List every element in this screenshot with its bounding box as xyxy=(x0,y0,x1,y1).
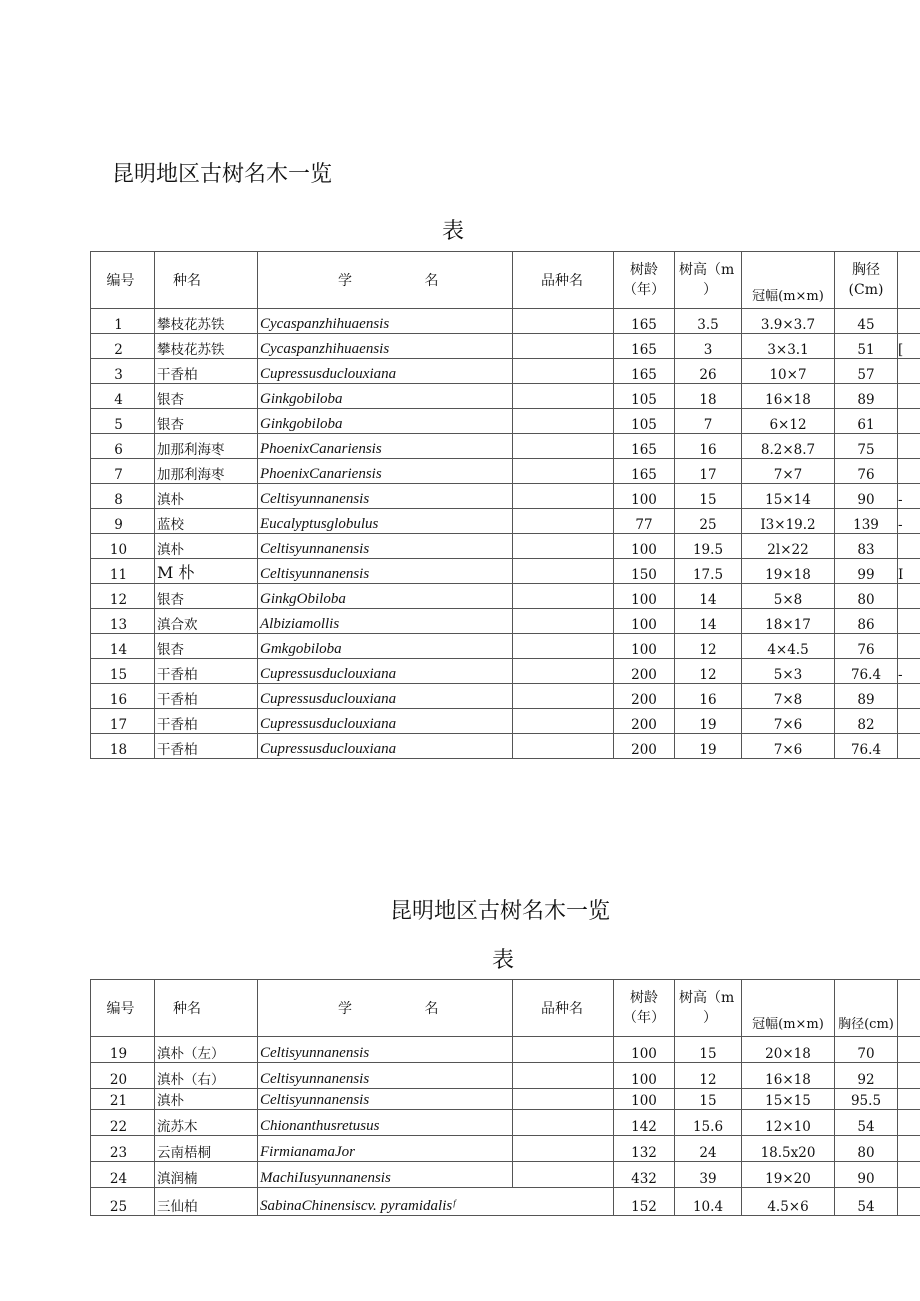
cell-scientific-name: PhoenixCanariensis xyxy=(258,459,513,484)
cell-no: 2 xyxy=(91,334,155,359)
header-extra xyxy=(898,980,920,1037)
cell-height: 3 xyxy=(675,334,742,359)
cell-crown: 3×3.1 xyxy=(742,334,835,359)
cell-height: 12 xyxy=(675,1063,742,1089)
cell-age: 100 xyxy=(614,1037,675,1063)
cell-scientific-name: Cupressusduclouxiana xyxy=(258,734,513,759)
cell-no: 6 xyxy=(91,434,155,459)
table-row xyxy=(91,559,920,584)
cell-variety xyxy=(513,309,614,334)
cell-variety xyxy=(513,709,614,734)
cell-crown: 19×20 xyxy=(742,1162,835,1188)
cell-no: 24 xyxy=(91,1162,155,1188)
cell-scientific-name: Celtisyunnanensis xyxy=(258,484,513,509)
cell-variety xyxy=(513,459,614,484)
cell-extra xyxy=(898,459,920,484)
cell-age: 165 xyxy=(614,359,675,384)
cell-variety xyxy=(513,1063,614,1089)
cell-no: 8 xyxy=(91,484,155,509)
cell-extra xyxy=(898,434,920,459)
header-sci xyxy=(258,252,513,309)
cell-scientific-name: Cupressusduclouxiana xyxy=(258,684,513,709)
cell-variety xyxy=(513,384,614,409)
header-height-a: 树高（m xyxy=(679,990,735,1006)
cell-dbh: 92 xyxy=(835,1063,898,1089)
cell-age: 165 xyxy=(614,459,675,484)
table2 xyxy=(90,979,920,1216)
cell-dbh: 51 xyxy=(835,334,898,359)
table-row xyxy=(91,459,920,484)
cell-crown: 7×7 xyxy=(742,459,835,484)
table-row xyxy=(91,334,920,359)
cell-height: 39 xyxy=(675,1162,742,1188)
cell-age: 100 xyxy=(614,1063,675,1089)
cell-crown: 15×14 xyxy=(742,484,835,509)
cell-extra: [ xyxy=(898,334,920,359)
cell-crown: 4.5×6 xyxy=(742,1188,835,1216)
cell-scientific-name: PhoenixCanariensis xyxy=(258,434,513,459)
cell-height: 18 xyxy=(675,384,742,409)
header-crown: 冠幅(m×m) xyxy=(742,252,835,309)
cell-crown: 7×6 xyxy=(742,734,835,759)
cell-age: 432 xyxy=(614,1162,675,1188)
cell-height: 16 xyxy=(675,434,742,459)
cell-no: 11 xyxy=(91,559,155,584)
header-age-b: （年） xyxy=(623,1010,665,1026)
header-name: 种名 xyxy=(155,980,258,1037)
cell-crown: 10×7 xyxy=(742,359,835,384)
table-row xyxy=(91,384,920,409)
header-sci xyxy=(258,980,513,1037)
cell-name: 干香柏 xyxy=(155,359,258,384)
cell-age: 200 xyxy=(614,709,675,734)
cell-extra xyxy=(898,1188,920,1216)
header-age-b: （年） xyxy=(623,282,665,298)
cell-age: 105 xyxy=(614,384,675,409)
cell-age: 77 xyxy=(614,509,675,534)
cell-extra: - xyxy=(898,484,920,509)
header-extra xyxy=(898,252,920,309)
cell-scientific-name: Celtisyunnanensis xyxy=(258,1063,513,1089)
cell-age: 100 xyxy=(614,1089,675,1110)
cell-no: 10 xyxy=(91,534,155,559)
cell-name: 滇朴 xyxy=(155,484,258,509)
cell-variety xyxy=(513,434,614,459)
header-sci-b: 名 xyxy=(424,273,439,289)
cell-extra xyxy=(898,1037,920,1063)
cell-no: 3 xyxy=(91,359,155,384)
cell-name: 干香柏 xyxy=(155,734,258,759)
cell-no: 19 xyxy=(91,1037,155,1063)
cell-age: 152 xyxy=(614,1188,675,1216)
cell-crown: 16×18 xyxy=(742,1063,835,1089)
cell-age: 150 xyxy=(614,559,675,584)
cell-no: 22 xyxy=(91,1110,155,1136)
cell-height: 14 xyxy=(675,609,742,634)
cell-scientific-name: FirmianamaJor xyxy=(258,1136,513,1162)
table2-title-cont: 表 xyxy=(492,948,515,973)
cell-dbh: 82 xyxy=(835,709,898,734)
cell-extra: - xyxy=(898,659,920,684)
cell-name: 滇合欢 xyxy=(155,609,258,634)
cell-height: 16 xyxy=(675,684,742,709)
cell-extra xyxy=(898,409,920,434)
cell-variety xyxy=(513,534,614,559)
cell-dbh: 80 xyxy=(835,584,898,609)
cell-name: 攀枝花苏铁 xyxy=(155,334,258,359)
cell-age: 132 xyxy=(614,1136,675,1162)
cell-extra xyxy=(898,1089,920,1110)
cell-dbh: 76.4 xyxy=(835,659,898,684)
cell-no: 7 xyxy=(91,459,155,484)
cell-height: 24 xyxy=(675,1136,742,1162)
cell-dbh: 86 xyxy=(835,609,898,634)
cell-height: 19 xyxy=(675,709,742,734)
cell-variety xyxy=(513,659,614,684)
cell-extra: I xyxy=(898,559,920,584)
cell-dbh: 90 xyxy=(835,484,898,509)
cell-extra xyxy=(898,584,920,609)
header-crown: 冠幅(m×m) xyxy=(742,980,835,1037)
cell-height: 12 xyxy=(675,634,742,659)
table1-header-row xyxy=(91,252,920,309)
cell-crown: 16×18 xyxy=(742,384,835,409)
cell-no: 12 xyxy=(91,584,155,609)
cell-no: 15 xyxy=(91,659,155,684)
header-height-b: ） xyxy=(703,1010,717,1026)
cell-dbh: 139 xyxy=(835,509,898,534)
cell-no: 21 xyxy=(91,1089,155,1110)
cell-crown: 12×10 xyxy=(742,1110,835,1136)
cell-variety xyxy=(513,584,614,609)
cell-height: 7 xyxy=(675,409,742,434)
cell-age: 165 xyxy=(614,334,675,359)
header-height-b: ） xyxy=(703,282,717,298)
cell-name: 加那利海枣 xyxy=(155,459,258,484)
cell-height: 17 xyxy=(675,459,742,484)
cell-name: 攀枝花苏铁 xyxy=(155,309,258,334)
cell-age: 100 xyxy=(614,534,675,559)
cell-extra xyxy=(898,634,920,659)
cell-scientific-name: Celtisyunnanensis xyxy=(258,534,513,559)
cell-crown: 20×18 xyxy=(742,1037,835,1063)
header-age xyxy=(614,252,675,309)
cell-crown: 2l×22 xyxy=(742,534,835,559)
header-name: 种名 xyxy=(155,252,258,309)
cell-name: M 朴 xyxy=(155,559,258,584)
header-variety: 品种名 xyxy=(513,980,614,1037)
header-dbh: 胸径(cm) xyxy=(835,980,898,1037)
cell-age: 100 xyxy=(614,584,675,609)
cell-name: 银杏 xyxy=(155,634,258,659)
cell-age: 100 xyxy=(614,609,675,634)
table-row xyxy=(91,684,920,709)
cell-height: 19.5 xyxy=(675,534,742,559)
cell-name: 滇朴（左） xyxy=(155,1037,258,1063)
table-row xyxy=(91,509,920,534)
cell-height: 14 xyxy=(675,584,742,609)
table-row xyxy=(91,359,920,384)
table-row xyxy=(91,534,920,559)
cell-dbh: 89 xyxy=(835,384,898,409)
header-dbh xyxy=(835,252,898,309)
cell-variety xyxy=(513,484,614,509)
cell-age: 200 xyxy=(614,684,675,709)
cell-name: 云南梧桐 xyxy=(155,1136,258,1162)
cell-dbh: 76.4 xyxy=(835,734,898,759)
cell-height: 19 xyxy=(675,734,742,759)
cell-extra xyxy=(898,734,920,759)
cell-age: 100 xyxy=(614,484,675,509)
cell-crown: 7×6 xyxy=(742,709,835,734)
table-row xyxy=(91,734,920,759)
cell-extra xyxy=(898,684,920,709)
cell-scientific-name: Ginkgobiloba xyxy=(258,409,513,434)
cell-height: 3.5 xyxy=(675,309,742,334)
cell-no: 1 xyxy=(91,309,155,334)
cell-age: 165 xyxy=(614,434,675,459)
header-sci-a: 学 xyxy=(338,273,352,289)
cell-scientific-name: Cycaspanzhihuaensis xyxy=(258,309,513,334)
table1-title: 昆明地区古树名木一览 xyxy=(112,162,333,187)
cell-dbh: 83 xyxy=(835,534,898,559)
cell-extra xyxy=(898,709,920,734)
cell-crown: 18×17 xyxy=(742,609,835,634)
table-row xyxy=(91,1188,920,1216)
cell-name: 干香柏 xyxy=(155,659,258,684)
cell-name: 流苏木 xyxy=(155,1110,258,1136)
cell-height: 15 xyxy=(675,1089,742,1110)
cell-variety xyxy=(513,634,614,659)
cell-dbh: 54 xyxy=(835,1188,898,1216)
table2-body xyxy=(91,1037,920,1216)
cell-name: 滇朴 xyxy=(155,534,258,559)
cell-height: 15 xyxy=(675,1037,742,1063)
table-row xyxy=(91,1037,920,1063)
cell-crown: 6×12 xyxy=(742,409,835,434)
cell-variety xyxy=(513,1110,614,1136)
cell-no: 25 xyxy=(91,1188,155,1216)
cell-extra xyxy=(898,1110,920,1136)
cell-extra: - xyxy=(898,509,920,534)
cell-extra xyxy=(898,1162,920,1188)
cell-crown: 5×3 xyxy=(742,659,835,684)
cell-name: 三仙柏 xyxy=(155,1188,258,1216)
header-variety: 品种名 xyxy=(513,252,614,309)
cell-dbh: 45 xyxy=(835,309,898,334)
cell-scientific-name: Chionanthusretusus xyxy=(258,1110,513,1136)
table1-body xyxy=(91,309,920,759)
cell-no: 23 xyxy=(91,1136,155,1162)
cell-crown: 4×4.5 xyxy=(742,634,835,659)
header-dbh-b: (Cm) xyxy=(848,282,884,298)
table-row xyxy=(91,1089,920,1110)
table-row xyxy=(91,709,920,734)
table-row xyxy=(91,409,920,434)
cell-height: 15.6 xyxy=(675,1110,742,1136)
cell-variety xyxy=(513,1136,614,1162)
cell-no: 5 xyxy=(91,409,155,434)
cell-name: 干香柏 xyxy=(155,709,258,734)
cell-scientific-name: Cupressusduclouxiana xyxy=(258,709,513,734)
cell-dbh: 76 xyxy=(835,634,898,659)
cell-dbh: 95.5 xyxy=(835,1089,898,1110)
cell-height: 25 xyxy=(675,509,742,534)
cell-name: 银杏 xyxy=(155,409,258,434)
header-no: 编号 xyxy=(91,252,155,309)
cell-no: 13 xyxy=(91,609,155,634)
cell-crown: 19×18 xyxy=(742,559,835,584)
cell-no: 16 xyxy=(91,684,155,709)
table1 xyxy=(90,251,920,759)
cell-no: 17 xyxy=(91,709,155,734)
cell-scientific-name: Eucalyptusglobulus xyxy=(258,509,513,534)
cell-name: 滇朴 xyxy=(155,1089,258,1110)
cell-dbh: 76 xyxy=(835,459,898,484)
cell-scientific-name: Ginkgobiloba xyxy=(258,384,513,409)
cell-dbh: 99 xyxy=(835,559,898,584)
cell-dbh: 54 xyxy=(835,1110,898,1136)
cell-variety xyxy=(513,359,614,384)
cell-age: 100 xyxy=(614,634,675,659)
table-row xyxy=(91,484,920,509)
cell-dbh: 89 xyxy=(835,684,898,709)
table-row xyxy=(91,659,920,684)
table-row xyxy=(91,1063,920,1089)
cell-name: 滇朴（右） xyxy=(155,1063,258,1089)
cell-name: 蓝校 xyxy=(155,509,258,534)
cell-dbh: 80 xyxy=(835,1136,898,1162)
cell-name: 加那利海枣 xyxy=(155,434,258,459)
table-row xyxy=(91,584,920,609)
cell-no: 4 xyxy=(91,384,155,409)
cell-scientific-name: GinkgObiloba xyxy=(258,584,513,609)
header-age xyxy=(614,980,675,1037)
header-sci-a: 学 xyxy=(338,1001,352,1017)
cell-dbh: 90 xyxy=(835,1162,898,1188)
table2-header-row xyxy=(91,980,920,1037)
cell-age: 200 xyxy=(614,659,675,684)
table2-title: 昆明地区古树名木一览 xyxy=(390,899,611,924)
cell-variety xyxy=(513,409,614,434)
cell-extra xyxy=(898,1136,920,1162)
cell-crown: I3×19.2 xyxy=(742,509,835,534)
cell-variety xyxy=(513,1089,614,1110)
cell-extra xyxy=(898,309,920,334)
cell-scientific-name: Cycaspanzhihuaensis xyxy=(258,334,513,359)
header-height xyxy=(675,980,742,1037)
cell-dbh: 70 xyxy=(835,1037,898,1063)
cell-scientific-name: Celtisyunnanensis xyxy=(258,559,513,584)
cell-crown: 3.9×3.7 xyxy=(742,309,835,334)
cell-variety xyxy=(513,1162,614,1188)
cell-variety xyxy=(513,334,614,359)
cell-height: 17.5 xyxy=(675,559,742,584)
header-age-a: 树龄 xyxy=(630,990,658,1006)
cell-name: 干香柏 xyxy=(155,684,258,709)
cell-dbh: 75 xyxy=(835,434,898,459)
cell-extra xyxy=(898,359,920,384)
cell-name: 银杏 xyxy=(155,384,258,409)
cell-scientific-name: Celtisyunnanensis xyxy=(258,1089,513,1110)
cell-scientific-name: Gmkgobiloba xyxy=(258,634,513,659)
cell-crown: 5×8 xyxy=(742,584,835,609)
cell-age: 142 xyxy=(614,1110,675,1136)
cell-name: 银杏 xyxy=(155,584,258,609)
table-row xyxy=(91,634,920,659)
cell-name: 滇润楠 xyxy=(155,1162,258,1188)
cell-scientific-name: MachiIusyunnanensis xyxy=(258,1162,513,1188)
cell-age: 200 xyxy=(614,734,675,759)
header-age-a: 树龄 xyxy=(630,262,658,278)
table1-title-cont: 表 xyxy=(442,219,465,244)
cell-crown: 8.2×8.7 xyxy=(742,434,835,459)
cell-crown: 18.5x20 xyxy=(742,1136,835,1162)
cell-age: 105 xyxy=(614,409,675,434)
cell-no: 18 xyxy=(91,734,155,759)
cell-extra xyxy=(898,384,920,409)
header-sci-b: 名 xyxy=(424,1001,439,1017)
cell-scientific-name: SabinaChinensiscv. pyramidalisᶠ xyxy=(258,1188,614,1216)
cell-extra xyxy=(898,534,920,559)
cell-extra xyxy=(898,1063,920,1089)
cell-dbh: 57 xyxy=(835,359,898,384)
cell-no: 9 xyxy=(91,509,155,534)
cell-variety xyxy=(513,559,614,584)
cell-variety xyxy=(513,734,614,759)
cell-extra xyxy=(898,609,920,634)
header-height-a: 树高（m xyxy=(679,262,735,278)
cell-dbh: 61 xyxy=(835,409,898,434)
header-no: 编号 xyxy=(91,980,155,1037)
cell-crown: 7×8 xyxy=(742,684,835,709)
cell-scientific-name: Albiziamollis xyxy=(258,609,513,634)
table-row xyxy=(91,1162,920,1188)
cell-variety xyxy=(513,509,614,534)
table-row xyxy=(91,1110,920,1136)
header-dbh-a: 胸径 xyxy=(852,262,880,278)
cell-height: 10.4 xyxy=(675,1188,742,1216)
cell-scientific-name: Cupressusduclouxiana xyxy=(258,359,513,384)
cell-crown: 15×15 xyxy=(742,1089,835,1110)
header-height xyxy=(675,252,742,309)
table-row xyxy=(91,609,920,634)
cell-scientific-name: Celtisyunnanensis xyxy=(258,1037,513,1063)
cell-height: 12 xyxy=(675,659,742,684)
table-row xyxy=(91,1136,920,1162)
table-row xyxy=(91,434,920,459)
cell-variety xyxy=(513,609,614,634)
cell-scientific-name: Cupressusduclouxiana xyxy=(258,659,513,684)
cell-height: 26 xyxy=(675,359,742,384)
cell-variety xyxy=(513,684,614,709)
cell-variety xyxy=(513,1037,614,1063)
cell-age: 165 xyxy=(614,309,675,334)
cell-height: 15 xyxy=(675,484,742,509)
cell-no: 20 xyxy=(91,1063,155,1089)
table-row xyxy=(91,309,920,334)
cell-no: 14 xyxy=(91,634,155,659)
